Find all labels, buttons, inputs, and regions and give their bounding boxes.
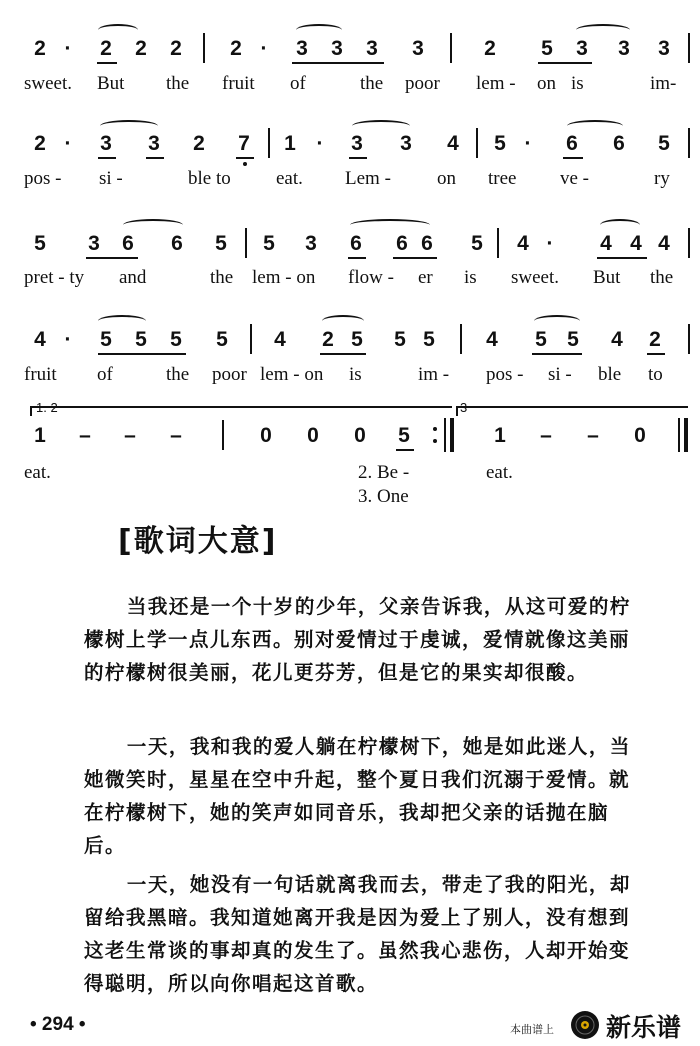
- note: 6: [566, 132, 578, 155]
- note: 5: [535, 328, 547, 351]
- slur: [352, 120, 410, 132]
- note: 3: [618, 37, 630, 60]
- bar-line: [476, 128, 478, 158]
- volta-label: 1. 2: [36, 400, 58, 415]
- underline: [532, 353, 582, 355]
- slur: [98, 315, 146, 327]
- slur: [98, 24, 138, 36]
- note: 4: [658, 232, 670, 255]
- bar-line: [222, 420, 224, 450]
- note: 7: [238, 132, 250, 155]
- note: 3: [305, 232, 317, 255]
- lyric: is: [571, 73, 584, 94]
- note: 4: [447, 132, 459, 155]
- slur: [567, 120, 623, 132]
- note: ·: [546, 232, 554, 255]
- lyric: sweet.: [511, 267, 560, 288]
- paragraph: 一天，她没有一句话就离我而去，带走了我的阳光，却留给我黑暗。我知道她离开我是因为爱上了别人，没有想到这老生常谈的事却真的发生了。虽然我心悲伤，人却开始变得聪明，所以向你唱起这首歌。: [84, 873, 631, 995]
- lyric: the: [210, 267, 234, 288]
- lyric: poor: [212, 364, 247, 385]
- page-number: • 294 •: [30, 1014, 86, 1035]
- note: 3: [412, 37, 424, 60]
- note: 3: [331, 37, 343, 60]
- bar-line: [203, 33, 205, 63]
- slur: [296, 24, 342, 36]
- lyric: on: [537, 73, 556, 94]
- note: ·: [64, 132, 72, 155]
- note: 5: [423, 328, 435, 351]
- lyric: si -: [548, 364, 572, 385]
- note: 5: [34, 232, 46, 255]
- lyric: 3. One: [358, 486, 409, 507]
- underline: [98, 157, 116, 159]
- note: –: [79, 424, 91, 447]
- note: 6: [613, 132, 625, 155]
- lyric: lem - on: [252, 267, 316, 288]
- lyric: But: [593, 267, 621, 288]
- lyric: pret - ty: [24, 267, 85, 288]
- note: 3: [576, 37, 588, 60]
- note: –: [587, 424, 599, 447]
- note: 5: [567, 328, 579, 351]
- score-row: [0, 0, 700, 100]
- note: 6: [421, 232, 433, 255]
- record-icon: [570, 1010, 600, 1040]
- lyric: Lem -: [345, 168, 391, 189]
- slur: [350, 219, 430, 231]
- lyric: er: [418, 267, 433, 288]
- note: 3: [400, 132, 412, 155]
- lyric: lem - on: [260, 364, 324, 385]
- lyric: tree: [488, 168, 517, 189]
- note: 4: [486, 328, 498, 351]
- repeat-dot: [433, 439, 437, 443]
- underline: [597, 257, 647, 259]
- bar-line: [688, 128, 690, 158]
- note: 3: [88, 232, 100, 255]
- underline: [348, 257, 366, 259]
- lyric: and: [119, 267, 147, 288]
- underline: [396, 449, 414, 451]
- volta-label: 3: [460, 400, 468, 415]
- lyric: the: [360, 73, 384, 94]
- volta-bracket: [456, 406, 688, 408]
- note: 6: [171, 232, 183, 255]
- note: 0: [307, 424, 319, 447]
- repeat-dot: [433, 427, 437, 431]
- lyric: fruit: [222, 73, 255, 94]
- note: 6: [122, 232, 134, 255]
- underline: [538, 62, 592, 64]
- lyric: fruit: [24, 364, 57, 385]
- lyric: eat.: [276, 168, 303, 189]
- note: 4: [34, 328, 46, 351]
- lyric: is: [464, 267, 477, 288]
- underline: [146, 157, 164, 159]
- lyric: 2. Be -: [358, 462, 410, 483]
- note: 5: [471, 232, 483, 255]
- final-bar-line: [678, 418, 680, 452]
- note: 5: [541, 37, 553, 60]
- note: 3: [658, 37, 670, 60]
- lyric: is: [349, 364, 362, 385]
- volta-bracket-end: [30, 406, 32, 416]
- note: 5: [398, 424, 410, 447]
- note: 6: [350, 232, 362, 255]
- note: 5: [351, 328, 363, 351]
- note: ·: [524, 132, 532, 155]
- volta-bracket-end: [456, 406, 458, 416]
- slur: [322, 315, 364, 327]
- bar-line: [688, 228, 690, 258]
- lyric: ble to: [188, 168, 231, 189]
- score-row: [0, 294, 700, 394]
- lyric: But: [97, 73, 125, 94]
- lyric: pos -: [486, 364, 524, 385]
- note: 5: [135, 328, 147, 351]
- slur: [123, 219, 183, 231]
- underline: [647, 353, 665, 355]
- bar-line: [450, 33, 452, 63]
- note: 4: [274, 328, 286, 351]
- note: 2: [34, 37, 46, 60]
- underline: [320, 353, 366, 355]
- underline: [97, 62, 117, 64]
- lyrics-meaning-heading: [歌词大意]: [118, 524, 278, 559]
- note: 4: [517, 232, 529, 255]
- note: 1: [284, 132, 296, 155]
- slur: [576, 24, 630, 36]
- lyric: ve -: [560, 168, 590, 189]
- lyric: sweet.: [24, 73, 73, 94]
- note: ·: [260, 37, 268, 60]
- watermark-text: 本曲谱上: [510, 1023, 554, 1036]
- lyric: the: [166, 73, 190, 94]
- note: –: [170, 424, 182, 447]
- lyric: im -: [418, 364, 450, 385]
- note: ·: [316, 132, 324, 155]
- note: 4: [611, 328, 623, 351]
- lyric: flow -: [348, 267, 394, 288]
- slur: [534, 315, 580, 327]
- bar-line: [268, 128, 270, 158]
- watermark-site-name: 新乐谱: [606, 1013, 682, 1042]
- lyric: of: [290, 73, 306, 94]
- volta-bracket: [30, 406, 452, 408]
- lyric: im-: [650, 73, 677, 94]
- paragraph: 当我还是一个十岁的少年，父亲告诉我，从这可爱的柠檬树上学一点儿东西。别对爱情过于虔诚，爱情就像这美丽的柠檬树很美丽，花儿更芬芳，但是它的果实却很酸。: [84, 595, 631, 684]
- final-bar-line: [684, 418, 688, 452]
- note: 2: [230, 37, 242, 60]
- lyric: the: [166, 364, 190, 385]
- note: 3: [296, 37, 308, 60]
- note: 2: [484, 37, 496, 60]
- underline: [98, 353, 186, 355]
- note: 5: [263, 232, 275, 255]
- lyric: eat.: [24, 462, 51, 483]
- note: 0: [260, 424, 272, 447]
- lyric: eat.: [486, 462, 513, 483]
- slur: [600, 219, 640, 231]
- repeat-bar-line: [444, 418, 446, 452]
- note: 2: [170, 37, 182, 60]
- note: 1: [34, 424, 46, 447]
- note: 2: [322, 328, 334, 351]
- note: 2: [193, 132, 205, 155]
- underline: [563, 157, 583, 159]
- note: 3: [351, 132, 363, 155]
- note: 2: [135, 37, 147, 60]
- lyric: ble: [598, 364, 622, 385]
- note: 4: [630, 232, 642, 255]
- underline: [292, 62, 384, 64]
- note: 1: [494, 424, 506, 447]
- lyric: ry: [654, 168, 670, 189]
- note: 5: [170, 328, 182, 351]
- score-row: [0, 196, 700, 296]
- underline: [236, 157, 254, 159]
- underline: [393, 257, 437, 259]
- lyric: si -: [99, 168, 123, 189]
- octave-dot-below: [243, 162, 247, 166]
- bar-line: [245, 228, 247, 258]
- note: 4: [600, 232, 612, 255]
- note: 2: [649, 328, 661, 351]
- note: –: [540, 424, 552, 447]
- paragraph: 一天，我和我的爱人躺在柠檬树下，她是如此迷人，当她微笑时，星星在空中升起，整个夏日我们沉溺于爱情。就在柠檬树下，她的笑声如同音乐，我却把父亲的话抛在脑后。: [84, 735, 631, 857]
- note: 0: [634, 424, 646, 447]
- note: ·: [64, 37, 72, 60]
- lyric: on: [437, 168, 456, 189]
- note: 3: [100, 132, 112, 155]
- lyric: poor: [405, 73, 440, 94]
- bar-line: [250, 324, 252, 354]
- lyric: lem -: [476, 73, 516, 94]
- slur: [100, 120, 158, 132]
- bar-line: [688, 324, 690, 354]
- score-row: [0, 98, 700, 198]
- lyric: pos -: [24, 168, 62, 189]
- lyric: the: [650, 267, 674, 288]
- bar-line: [688, 33, 690, 63]
- note: 5: [658, 132, 670, 155]
- bar-line: [460, 324, 462, 354]
- repeat-bar-line: [450, 418, 454, 452]
- score-row: [0, 392, 700, 510]
- note: 3: [148, 132, 160, 155]
- note: 2: [100, 37, 112, 60]
- note: 5: [216, 328, 228, 351]
- note: 3: [366, 37, 378, 60]
- note: 2: [34, 132, 46, 155]
- note: 6: [396, 232, 408, 255]
- underline: [349, 157, 367, 159]
- note: 5: [494, 132, 506, 155]
- lyric: of: [97, 364, 113, 385]
- note: ·: [64, 328, 72, 351]
- note: 0: [354, 424, 366, 447]
- note: –: [124, 424, 136, 447]
- note: 5: [394, 328, 406, 351]
- bar-line: [497, 228, 499, 258]
- music-score: [0, 0, 700, 510]
- underline: [86, 257, 138, 259]
- lyric: to: [648, 364, 663, 385]
- note: 5: [215, 232, 227, 255]
- note: 5: [100, 328, 112, 351]
